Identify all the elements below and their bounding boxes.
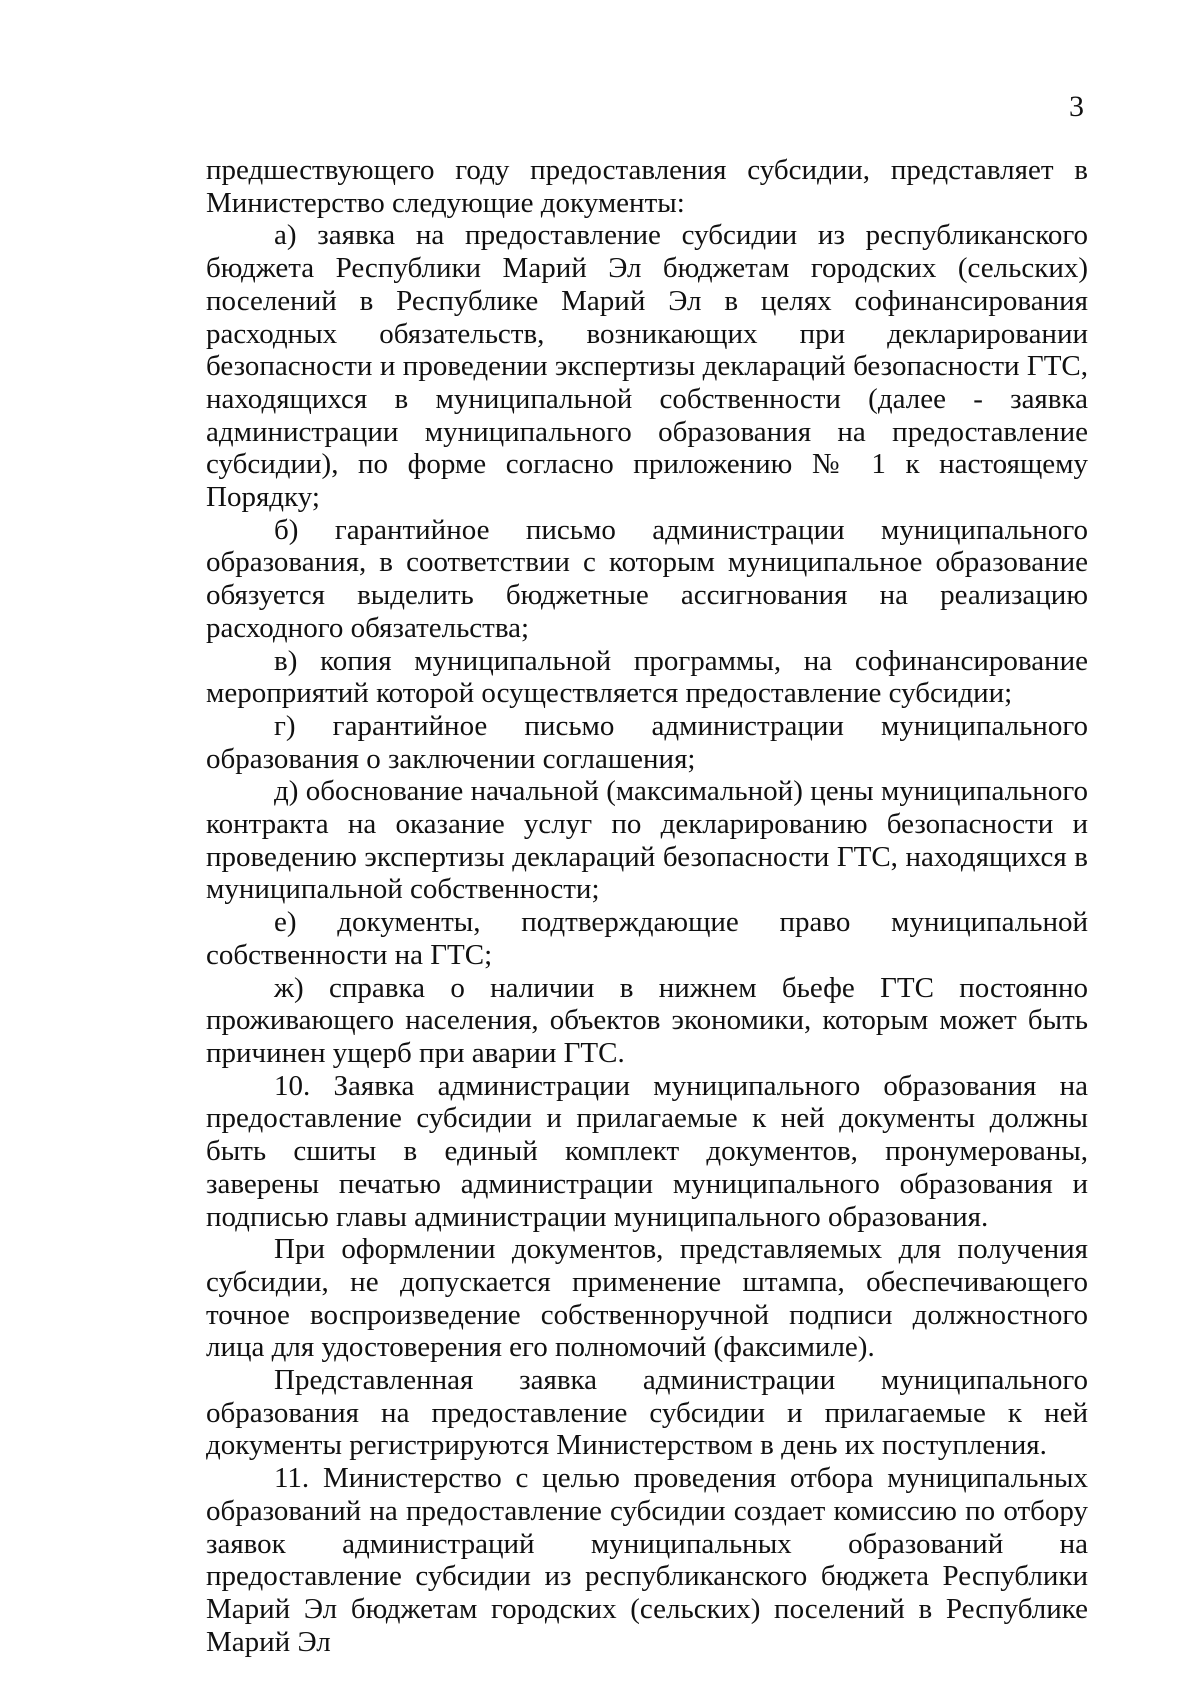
paragraph-registration: Представленная заявка администрации муниципального образования на предоставление субсидии и прилагаемые к ней документы регистрируются Министерством в день их поступления. bbox=[206, 1364, 1088, 1462]
page-number: 3 bbox=[1069, 90, 1084, 123]
paragraph-clause-10: 10. Заявка администрации муниципального образования на предоставление субсидии и прилагаемые к ней документы должны быть сшиты в единый комплект документов, пронумерованы, заверены печатью администрации муниципального образования и подписью главы администрации муниципального образования. bbox=[206, 1069, 1088, 1233]
paragraph-item-g: г) гарантийное письмо администрации муниципального образования о заключении соглашения; bbox=[206, 709, 1088, 775]
paragraph-item-d: д) обоснование начальной (максимальной) цены муниципального контракта на оказание услуг по декларированию безопасности и проведению экспертизы деклараций безопасности ГТС, находящихся в муниципальной собственности; bbox=[206, 775, 1088, 906]
paragraph-item-zh: ж) справка о наличии в нижнем бьефе ГТС постоянно проживающего населения, объектов экономики, которым может быть причинен ущерб при аварии ГТС. bbox=[206, 971, 1088, 1069]
paragraph-facsimile-rule: При оформлении документов, представляемых для получения субсидии, не допускается применение штампа, обеспечивающего точное воспроизведение собственноручной подписи должностного лица для удостоверения его полномочий (факсимиле). bbox=[206, 1233, 1088, 1364]
paragraph-intro: предшествующего году предоставления субсидии, представляет в Министерство следующие документы: bbox=[206, 154, 1088, 219]
paragraph-item-v: в) копия муниципальной программы, на софинансирование мероприятий которой осуществляется предоставление субсидии; bbox=[206, 644, 1088, 710]
paragraph-item-b: б) гарантийное письмо администрации муниципального образования, в соответствии с которым муниципальное образование обязуется выделить бюджетные ассигнования на реализацию расходного обязательства; bbox=[206, 513, 1088, 644]
paragraph-item-e: е) документы, подтверждающие право муниципальной собственности на ГТС; bbox=[206, 906, 1088, 971]
paragraph-clause-11: 11. Министерство с целью проведения отбора муниципальных образований на предоставление субсидии создает комиссию по отбору заявок администраций муниципальных образований на предоставление субсидии из республиканского бюджета Республики Марий Эл бюджетам городских (сельских) поселений в Республике Марий Эл bbox=[206, 1462, 1088, 1658]
paragraph-item-a: а) заявка на предоставление субсидии из республиканского бюджета Республики Марий Эл бюджетам городских (сельских) поселений в Республике Марий Эл в целях софинансирования расходных обязательств, возникающих при декларировании безопасности и проведении экспертизы деклараций безопасности ГТС, находящихся в муниципальной собственности (далее - заявка администрации муниципального образования на предоставление субсидии), по форме согласно приложению № 1 к настоящему Порядку; bbox=[206, 219, 1088, 514]
document-body bbox=[206, 154, 1088, 1658]
